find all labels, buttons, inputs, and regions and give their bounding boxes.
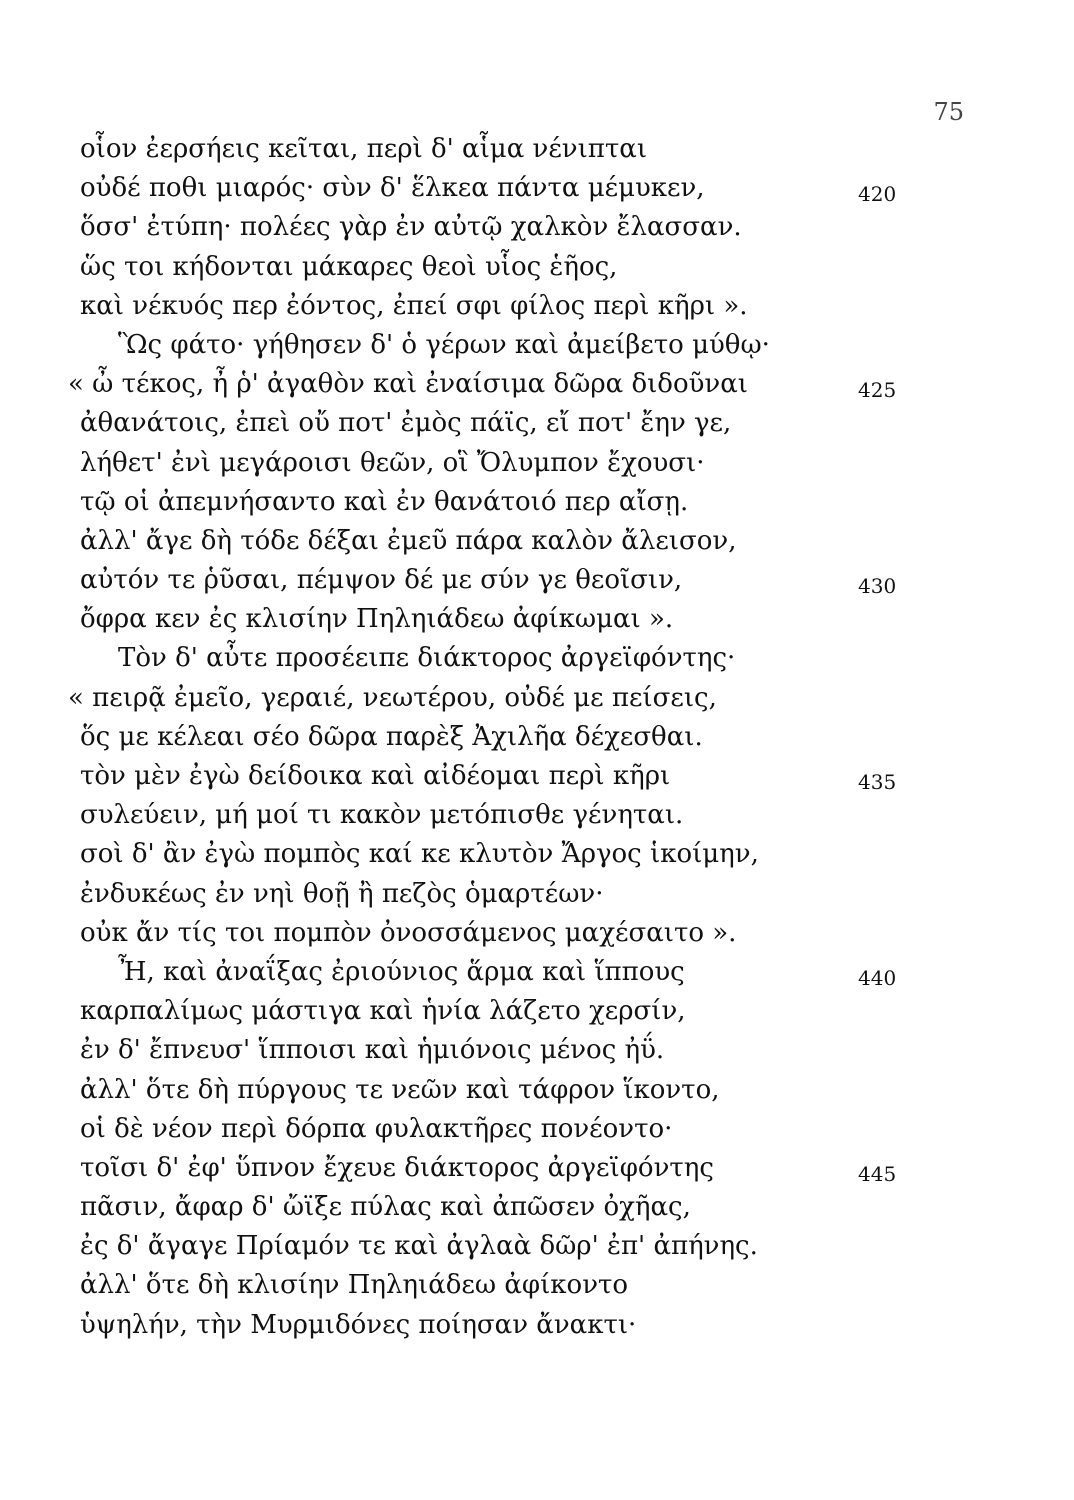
verse-line — [0, 483, 1074, 522]
verse-text: Ἦ, καὶ ἀναΐξας ἐριούνιος ἅρμα καὶ ἵππους — [118, 956, 685, 987]
verse-line — [0, 1227, 1074, 1266]
verse-line — [0, 130, 1074, 169]
verse-line — [0, 679, 1074, 718]
verse-line — [0, 444, 1074, 483]
verse-line — [0, 522, 1074, 561]
verse-text: οὐκ ἄν τίς τοι πομπὸν ὀνοσσάμενος μαχέσαιτο ». — [80, 917, 737, 948]
verse-text: ἀθανάτοις, ἐπεὶ οὔ ποτ' ἐμὸς πάϊς, εἴ ποτ' ἔην γε, — [80, 408, 732, 439]
verse-text: ἐν δ' ἔπνευσ' ἵπποισι καὶ ἡμιόνοις μένος ἠΰ. — [80, 1035, 665, 1066]
verse-text: « ὦ τέκος, ἦ ῥ' ἀγαθὸν καὶ ἐναίσιμα δῶρα διδοῦναι — [68, 369, 748, 400]
verse-text: τῷ οἱ ἀπεμνήσαντο καὶ ἐν θανάτοιό περ αἴσῃ. — [80, 486, 689, 517]
verse-text: ὅσσ' ἐτύπη· πολέες γὰρ ἐν αὐτῷ χαλκὸν ἔλασσαν. — [80, 212, 742, 243]
verse-line — [0, 639, 1074, 678]
page-number: 75 — [933, 98, 964, 126]
verse-line — [0, 248, 1074, 287]
verse-text: ἀλλ' ἄγε δὴ τόδε δέξαι ἐμεῦ πάρα καλὸν ἄλεισον, — [80, 525, 737, 556]
verse-text: πᾶσιν, ἄφαρ δ' ὤϊξε πύλας καὶ ἀπῶσεν ὀχῆας, — [80, 1192, 691, 1223]
verse-text: ἐς δ' ἄγαγε Πρίαμόν τε καὶ ἀγλαὰ δῶρ' ἐπ' ἀπήνης. — [80, 1231, 758, 1262]
verse-text: τοῖσι δ' ἐφ' ὕπνον ἔχευε διάκτορος ἀργεϊφόντης — [80, 1152, 714, 1183]
verse-line — [0, 718, 1074, 757]
verse-text: σοὶ δ' ἂν ἐγὼ πομπὸς καί κε κλυτὸν Ἄργος ἱκοίμην, — [80, 839, 759, 870]
verse-text: λήθετ' ἐνὶ μεγάροισι θεῶν, οἳ Ὄλυμπον ἔχουσι· — [80, 447, 705, 478]
verse-text: ἀλλ' ὅτε δὴ πύργους τε νεῶν καὶ τάφρον ἵκοντο, — [80, 1074, 720, 1105]
verse-text: οὐδέ ποθι μιαρός· σὺν δ' ἕλκεα πάντα μέμυκεν, — [80, 173, 705, 204]
verse-text: ἀλλ' ὅτε δὴ κλισίην Πηληιάδεω ἀφίκοντο — [80, 1270, 629, 1301]
verse-text: καὶ νέκυός περ ἐόντος, ἐπεί σφι φίλος περὶ κῆρι ». — [80, 290, 748, 321]
verse-text: τὸν μὲν ἐγὼ δείδοικα καὶ αἰδέομαι περὶ κῆρι — [80, 761, 671, 791]
line-number: 445 — [858, 1161, 897, 1186]
verse-line — [0, 404, 1074, 443]
verse-line — [0, 1071, 1074, 1110]
verse-text: ὥς τοι κήδονται μάκαρες θεοὶ υἷος ἑῆος, — [80, 251, 618, 282]
verse-text: Τὸν δ' αὖτε προσέειπε διάκτορος ἀργεϊφόντης· — [118, 643, 736, 674]
verse-line — [0, 757, 1074, 796]
verse-line — [0, 1149, 1074, 1188]
verse-line — [0, 169, 1074, 208]
verse-line — [0, 1306, 1074, 1345]
verse-line — [0, 600, 1074, 639]
verse-text: οἷον ἐερσήεις κεῖται, περὶ δ' αἷμα νένιπται — [80, 134, 648, 164]
verse-line — [0, 561, 1074, 600]
verse-text: αὐτόν τε ῥῦσαι, πέμψον δέ με σύν γε θεοῖσιν, — [80, 565, 683, 596]
verse-line — [0, 365, 1074, 404]
verse-text: ὅς με κέλεαι σέο δῶρα παρὲξ Ἀχιλῆα δέχεσθαι. — [80, 721, 703, 752]
verse-line — [0, 1031, 1074, 1070]
verse-line — [0, 287, 1074, 326]
verse-line — [0, 1188, 1074, 1227]
verse-line — [0, 953, 1074, 992]
verse-text: « πειρᾷ ἐμεῖο, γεραιέ, νεωτέρου, οὐδέ με πείσεις, — [68, 682, 717, 713]
verse-text: Ὣς φάτο· γήθησεν δ' ὁ γέρων καὶ ἀμείβετο μύθῳ· — [118, 329, 770, 360]
line-number: 425 — [858, 378, 897, 403]
line-number: 435 — [858, 770, 897, 794]
verse-line — [0, 326, 1074, 365]
verse-line — [0, 835, 1074, 874]
verse-text: οἱ δὲ νέον περὶ δόρπα φυλακτῆρες πονέοντο· — [80, 1113, 673, 1144]
verse-line — [0, 208, 1074, 247]
verse-text: ὄφρα κεν ἐς κλισίην Πηληιάδεω ἀφίκωμαι ». — [80, 604, 674, 635]
verse-line — [0, 1266, 1074, 1305]
verse-text: συλεύειν, μή μοί τι κακὸν μετόπισθε γένηται. — [80, 800, 684, 831]
line-number: 420 — [858, 182, 897, 207]
verse-line — [0, 796, 1074, 835]
line-number: 440 — [858, 965, 897, 990]
verse-block — [0, 130, 1074, 1345]
verse-line — [0, 875, 1074, 914]
verse-text: ὑψηλήν, τὴν Μυρμιδόνες ποίησαν ἄνακτι· — [80, 1309, 637, 1340]
verse-text: καρπαλίμως μάστιγα καὶ ἡνία λάζετο χερσίν, — [80, 996, 686, 1027]
line-number: 430 — [858, 574, 897, 599]
verse-line — [0, 1110, 1074, 1149]
verse-line — [0, 992, 1074, 1031]
verse-line — [0, 914, 1074, 953]
verse-text: ἐνδυκέως ἐν νηὶ θοῇ ἢ πεζὸς ὁμαρτέων· — [80, 878, 604, 909]
